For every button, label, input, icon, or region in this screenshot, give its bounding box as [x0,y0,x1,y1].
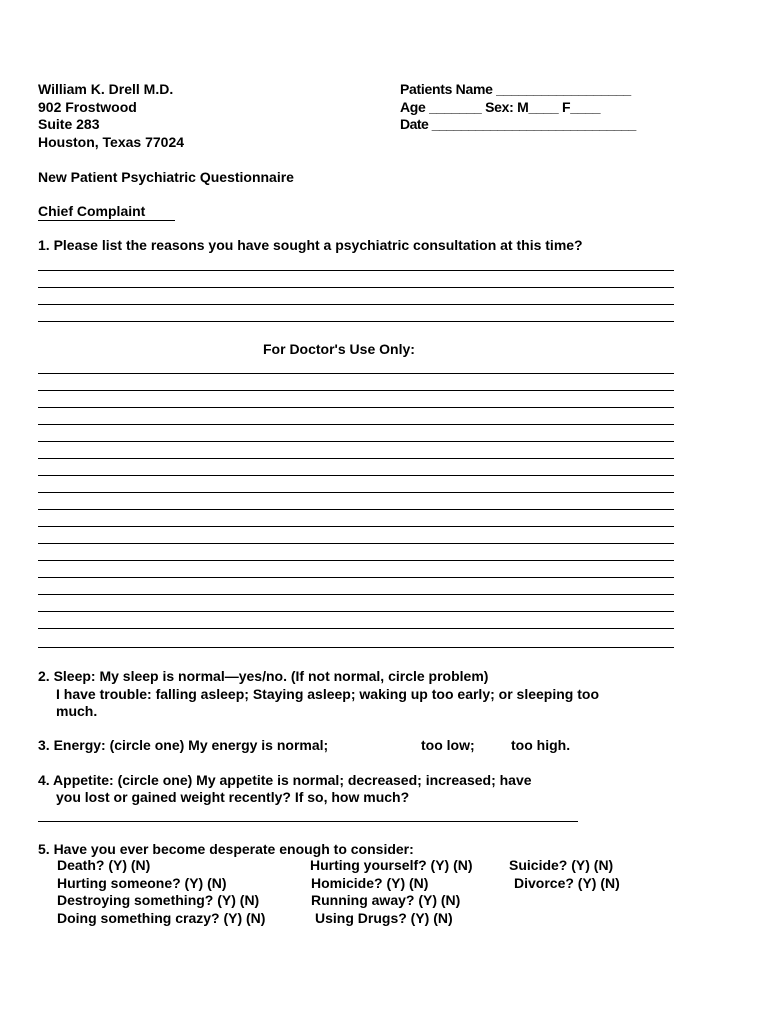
doctor-use-heading: For Doctor's Use Only: [263,341,415,357]
chief-complaint-label: Chief Complaint [38,203,175,221]
question-3: 3. Energy: (circle one) My energy is normal; [38,737,329,753]
date-field[interactable]: Date ____________________________ [400,116,636,132]
question-4-line-2: you lost or gained weight recently? If so, how much? [56,789,410,805]
doctor-note-line[interactable] [38,509,674,510]
address-line-1: 902 Frostwood [38,99,137,115]
age-sex-field[interactable]: Age _______ Sex: M____ F____ [400,99,601,115]
q5-option[interactable]: Hurting someone? (Y) (N) [57,875,227,891]
q5-option[interactable]: Using Drugs? (Y) (N) [315,910,453,926]
energy-option-low[interactable]: too low; [421,737,475,753]
answer-line[interactable] [38,321,674,322]
energy-option-high[interactable]: too high. [511,737,571,753]
q5-option[interactable]: Homicide? (Y) (N) [311,875,429,891]
address-city: Houston, Texas 77024 [38,134,185,150]
doctor-name: William K. Drell M.D. [38,81,174,97]
question-5: 5. Have you ever become desperate enough to consider: [38,841,414,857]
weight-answer-line[interactable] [38,821,578,822]
q5-option[interactable]: Running away? (Y) (N) [311,892,461,908]
doctor-note-line[interactable] [38,475,674,476]
doctor-note-line[interactable] [38,458,674,459]
doctor-note-line[interactable] [38,577,674,578]
doctor-note-line[interactable] [38,594,674,595]
q5-option[interactable]: Death? (Y) (N) [57,857,151,873]
doctor-note-line[interactable] [38,424,674,425]
patient-name-field[interactable]: Patients Name __________________ [400,81,631,97]
question-2-line-3: much. [56,703,98,719]
q5-option[interactable]: Suicide? (Y) (N) [509,857,614,873]
doctor-note-line[interactable] [38,647,674,648]
doctor-note-line[interactable] [38,543,674,544]
q5-option[interactable]: Doing something crazy? (Y) (N) [57,910,266,926]
q5-option[interactable]: Hurting yourself? (Y) (N) [310,857,473,873]
question-1: 1. Please list the reasons you have sought a psychiatric consultation at this time? [38,237,583,253]
form-title: New Patient Psychiatric Questionnaire [38,169,294,185]
doctor-note-line[interactable] [38,492,674,493]
doctor-note-line[interactable] [38,390,674,391]
doctor-note-line[interactable] [38,373,674,374]
answer-line[interactable] [38,287,674,288]
question-2-line-1: 2. Sleep: My sleep is normal—yes/no. (If not normal, circle problem) [38,668,489,684]
doctor-note-line[interactable] [38,407,674,408]
question-2-line-2: I have trouble: falling asleep; Staying asleep; waking up too early; or sleeping too [56,686,599,702]
doctor-note-line[interactable] [38,611,674,612]
doctor-note-line[interactable] [38,526,674,527]
answer-line[interactable] [38,270,674,271]
doctor-note-line[interactable] [38,560,674,561]
q5-option[interactable]: Divorce? (Y) (N) [514,875,620,891]
doctor-note-line[interactable] [38,628,674,629]
chief-complaint-heading [38,203,175,221]
address-line-2: Suite 283 [38,116,100,132]
question-4-line-1: 4. Appetite: (circle one) My appetite is normal; decreased; increased; have [38,772,532,788]
answer-line[interactable] [38,304,674,305]
doctor-note-line[interactable] [38,441,674,442]
q5-option[interactable]: Destroying something? (Y) (N) [57,892,260,908]
